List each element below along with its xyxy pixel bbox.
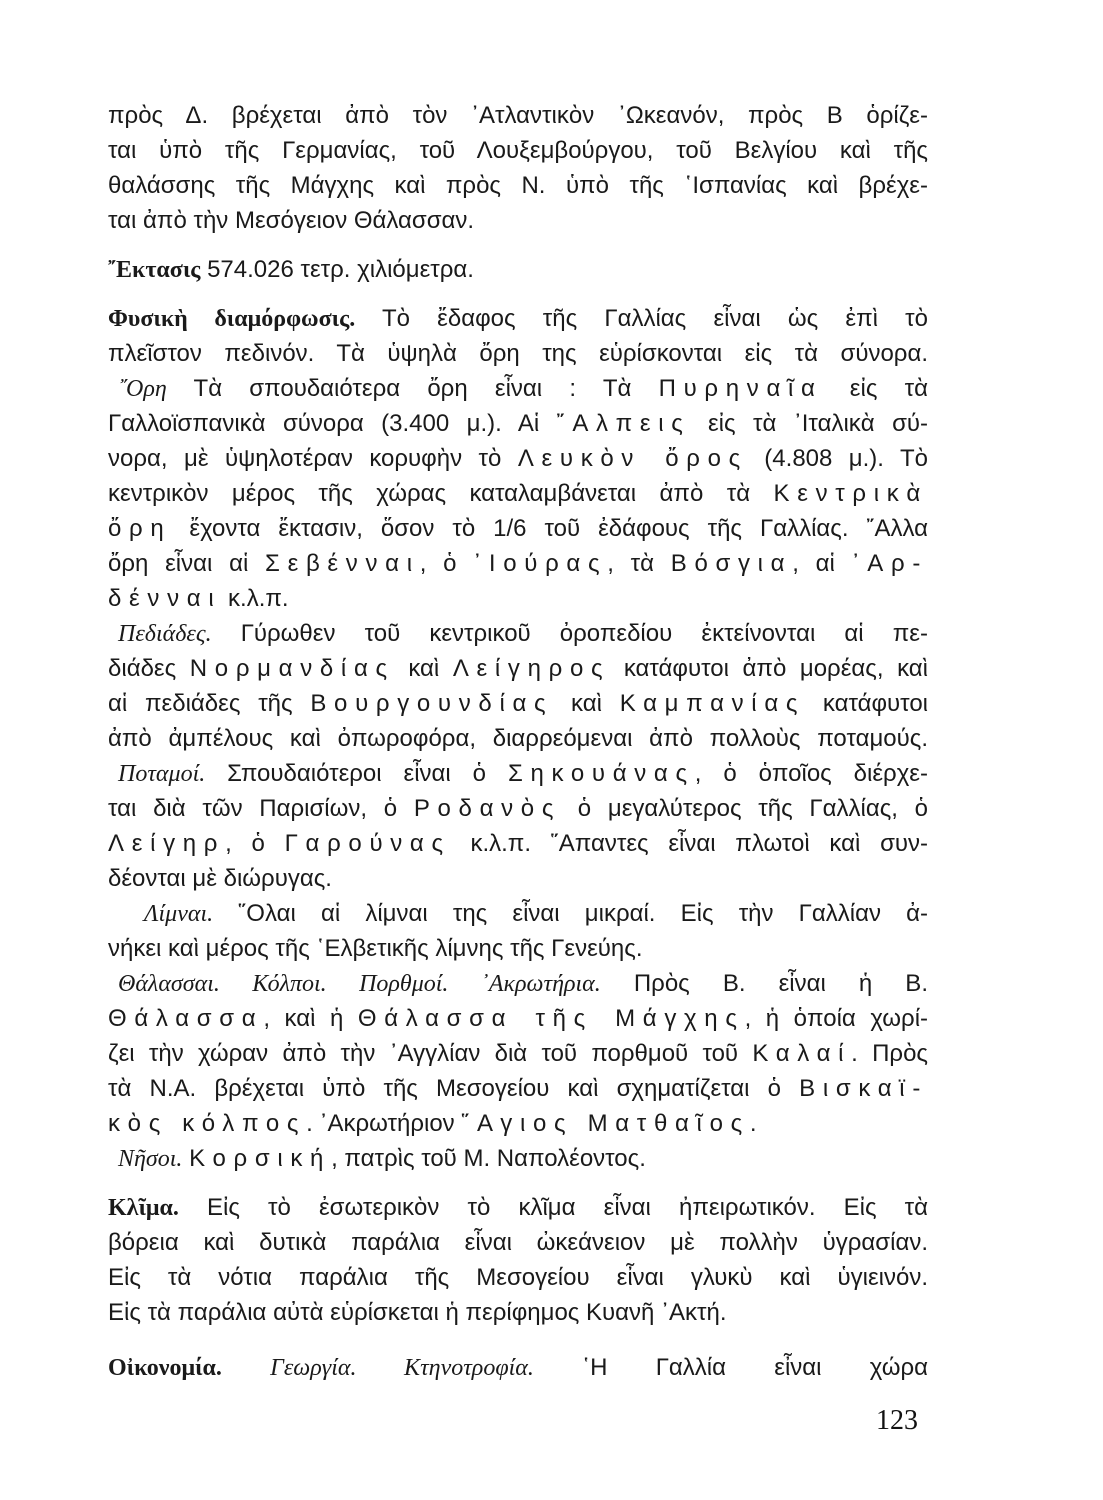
spaced-proper-name: Λείγηρος — [452, 655, 611, 682]
text-run: νήκει καὶ μέρος τῆς ῾Ελβετικῆς λίμνης τῆς Γενεύης. — [108, 935, 643, 962]
text-run: αἱ πεδιάδες τῆς — [108, 690, 311, 717]
text-run: ται ἀπὸ τὴν Μεσόγειον Θάλασσαν. — [108, 207, 475, 234]
spaced-proper-name: Κορσική — [189, 1145, 332, 1172]
text-run: κ.λ.π. ῞Απαντες εἶναι πλωτοὶ καὶ συν- — [450, 830, 928, 857]
text-line — [108, 203, 928, 238]
text-line — [108, 826, 928, 861]
text-run: ται διὰ τῶν Παρισίων, ὁ — [108, 795, 414, 822]
text-run: ζει τὴν χώραν ἀπὸ τὴν ᾿Αγγλίαν διὰ τοῦ πορθμοῦ τοῦ — [108, 1040, 753, 1067]
text-run: διάδες — [108, 655, 190, 682]
spaced-proper-name: Ροδανὸς — [413, 795, 562, 822]
text-run: . Πρὸς — [851, 1040, 928, 1067]
text-run: Εἰς τὰ νότια παράλια τῆς Μεσογείου εἶναι γλυκὺ καὶ ὑγιεινόν. — [108, 1264, 928, 1291]
text-run: Εἰς τὸ ἐσωτερικὸν τὸ κλῖμα εἶναι ἠπειρωτικόν. Εἰς τὰ — [178, 1194, 928, 1221]
text-line — [108, 1106, 928, 1141]
spaced-proper-name: Λείγηρ — [108, 830, 226, 857]
spaced-proper-name: ᾿Ιούρας — [473, 550, 608, 577]
spaced-proper-name: Θάλασσα — [108, 1005, 264, 1032]
text-line — [108, 1190, 928, 1225]
spaced-proper-name: κὸς κόλπος — [108, 1110, 307, 1137]
text-line — [108, 721, 928, 756]
text-run: πλεῖστον πεδινόν. Τὰ ὑψηλὰ ὄρη της εὑρίσκονται εἰς τὰ σύνορα. — [108, 340, 928, 367]
text-line — [108, 896, 928, 931]
subsection-heading: Ποταμοί. — [118, 761, 206, 787]
text-run: τὰ Ν.Α. βρέχεται ὑπὸ τῆς Μεσογείου καὶ σχηματίζεται ὁ — [108, 1075, 800, 1102]
text-line — [108, 966, 928, 1001]
spaced-proper-name: Καμπανίας — [619, 690, 806, 717]
text-run: ἔχοντα ἔκτασιν, ὅσον τὸ 1/6 τοῦ ἐδάφους τῆς Γαλλίας. ῎Αλλα — [171, 515, 928, 542]
text-run: καὶ — [394, 655, 453, 682]
text-run: Σπουδαιότεροι εἶναι ὁ — [205, 760, 508, 787]
text-run: , αἱ — [792, 550, 852, 577]
text-run: Τὸ ἔδαφος τῆς Γαλλίας εἶναι ὡς ἐπὶ τὸ — [355, 305, 928, 332]
text-run — [222, 1354, 270, 1381]
text-line — [108, 406, 928, 441]
text-run: ὁ μεγαλύτερος τῆς Γαλλίας, ὁ — [561, 795, 928, 822]
spaced-proper-name: Πυρηναῖα — [658, 375, 823, 402]
subsection-heading: Θάλασσαι. Κόλποι. Πορθμοί. ᾿Ακρωτήρια. — [118, 971, 601, 997]
text-run: δέονται μὲ διώρυγας. — [108, 865, 332, 892]
subsection-heading: Νῆσοι. — [118, 1146, 183, 1172]
spaced-proper-name: ῞Αγιος Ματθαῖος — [461, 1110, 750, 1137]
text-run: ὄρη εἶναι αἱ — [108, 550, 266, 577]
spaced-proper-name: ᾿Αρ- — [851, 550, 928, 577]
spaced-proper-name: Βόσγια — [670, 550, 793, 577]
text-line — [108, 546, 928, 581]
text-line — [108, 476, 928, 511]
text-run: καὶ — [553, 690, 620, 717]
text-line — [108, 1071, 928, 1106]
text-line — [108, 1260, 928, 1295]
text-line — [108, 651, 928, 686]
text-line — [108, 1141, 928, 1176]
text-line — [108, 1001, 928, 1036]
subsection-heading: Πεδιάδες. — [118, 621, 212, 647]
text-run: πρὸς Δ. βρέχεται ἀπὸ τὸν ᾿Ατλαντικὸν ᾿Ωκεανόν, πρὸς Β ὁρίζε- — [108, 102, 928, 129]
text-run: , ἡ ὁποία χωρί- — [744, 1005, 929, 1032]
text-run: βόρεια καὶ δυτικὰ παράλια εἶναι ὠκεάνειον μὲ πολλὴν ὑγρασίαν. — [108, 1229, 928, 1256]
paragraph-gap — [108, 1176, 928, 1190]
text-line — [108, 301, 928, 336]
page-number: 123 — [876, 1405, 918, 1436]
text-run: , καὶ ἡ — [263, 1005, 358, 1032]
text-run: , ὁ — [419, 550, 474, 577]
spaced-proper-name: Βισκαϊ- — [799, 1075, 928, 1102]
text-line — [108, 581, 928, 616]
text-run: , ὁ — [225, 830, 285, 857]
text-run: . ᾿Ακρωτήριον — [306, 1110, 462, 1137]
text-run: , ὁ ὁποῖος διέρχε- — [694, 760, 928, 787]
spaced-proper-name: Γαρούνας — [284, 830, 451, 857]
text-run: . — [749, 1110, 757, 1137]
section-heading: ῎Εκτασις — [108, 257, 201, 283]
text-run: νορα, μὲ ὑψηλοτέραν κορυφὴν τὸ — [108, 445, 518, 472]
body-text — [108, 98, 928, 1385]
text-run: ῞Ολαι αἱ λίμναι της εἶναι μικραί. Εἰς τὴν Γαλλίαν ἀ- — [213, 900, 928, 927]
spaced-proper-name: δένναι — [108, 585, 222, 612]
text-run: Τὰ σπουδαιότερα ὄρη εἶναι : Τὰ — [166, 375, 659, 402]
text-line — [108, 441, 928, 476]
subsection-heading: ῎Ορη — [118, 376, 167, 402]
spaced-proper-name: ὄρη — [108, 515, 172, 542]
text-run: ται ὑπὸ τῆς Γερμανίας, τοῦ Λουξεμβούργου, τοῦ Βελγίου καὶ τῆς — [108, 137, 928, 164]
text-run: , πατρὶς τοῦ Μ. Ναπολέοντος. — [331, 1145, 646, 1172]
text-line — [108, 133, 928, 168]
spaced-proper-name: Σηκουάνας — [507, 760, 695, 787]
spaced-proper-name: Νορμανδίας — [189, 655, 395, 682]
text-line — [108, 861, 928, 896]
text-run: Πρὸς Β. εἶναι ἡ Β. — [600, 970, 928, 997]
text-run: Εἰς τὰ παράλια αὐτὰ εὑρίσκεται ἡ περίφημος Κυανῆ ᾿Ακτή. — [108, 1299, 727, 1326]
spaced-proper-name: Βουργουνδίας — [310, 690, 554, 717]
subsection-heading: Γεωργία. Κτηνοτροφία. — [270, 1355, 534, 1381]
spaced-proper-name: Καλαί — [752, 1040, 852, 1067]
text-line — [108, 98, 928, 133]
text-run: 574.026 τετρ. χιλιόμετρα. — [200, 256, 474, 283]
text-run: , τὰ — [607, 550, 671, 577]
spaced-proper-name: Κεντρικὰ — [773, 480, 928, 507]
text-run: κεντρικὸν μέρος τῆς χώρας καταλαμβάνεται ἀπὸ τὰ — [108, 480, 774, 507]
text-line — [108, 756, 928, 791]
text-run: ἀπὸ ἀμπέλους καὶ ὀπωροφόρα, διαρρεόμεναι ἀπὸ πολλοὺς ποταμούς. — [108, 725, 928, 752]
text-line — [108, 791, 928, 826]
text-line — [108, 931, 928, 966]
paragraph-gap — [108, 238, 928, 252]
text-line — [108, 511, 928, 546]
spaced-proper-name: Σεβένναι — [265, 550, 420, 577]
text-run: Γύρωθεν τοῦ κεντρικοῦ ὀροπεδίου ἐκτείνονται αἱ πε- — [211, 620, 928, 647]
text-line — [108, 1036, 928, 1071]
section-heading: Φυσικὴ διαμόρφωσις. — [108, 306, 356, 332]
text-line — [108, 252, 928, 287]
paragraph-gap — [108, 1330, 928, 1350]
text-run: εἰς τὰ — [822, 375, 928, 402]
text-run: (4.808 μ.). Τὸ — [747, 445, 928, 472]
text-run: εἰς τὰ ᾿Ιταλικὰ σύ- — [690, 410, 928, 437]
spaced-proper-name: Θάλασσα τῆς Μάγχης — [357, 1005, 745, 1032]
subsection-heading: Λίμναι. — [144, 901, 214, 927]
spaced-proper-name: Λευκὸν ὄρος — [517, 445, 748, 472]
text-line — [108, 371, 928, 406]
text-run: κατάφυτοι ἀπὸ μορέας, καὶ — [610, 655, 929, 682]
section-heading: Οἰκονομία. — [108, 1355, 222, 1381]
text-line — [108, 168, 928, 203]
text-run: θαλάσσης τῆς Μάγχης καὶ πρὸς Ν. ὑπὸ τῆς ῾Ισπανίας καὶ βρέχε- — [108, 172, 928, 199]
text-line — [108, 1225, 928, 1260]
text-run: κ.λ.π. — [221, 585, 289, 612]
text-line — [108, 616, 928, 651]
text-run: ῾Η Γαλλία εἶναι χώρα — [533, 1354, 928, 1381]
text-run: Γαλλοϊσπανικὰ σύνορα (3.400 μ.). Αἱ — [108, 410, 557, 437]
spaced-proper-name: ῎Αλπεις — [556, 410, 691, 437]
section-heading: Κλῖμα. — [108, 1195, 179, 1221]
text-line — [108, 336, 928, 371]
text-line — [108, 1350, 928, 1385]
text-line — [108, 686, 928, 721]
text-line — [108, 1295, 928, 1330]
text-run: κατάφυτοι — [805, 690, 928, 717]
paragraph-gap — [108, 287, 928, 301]
